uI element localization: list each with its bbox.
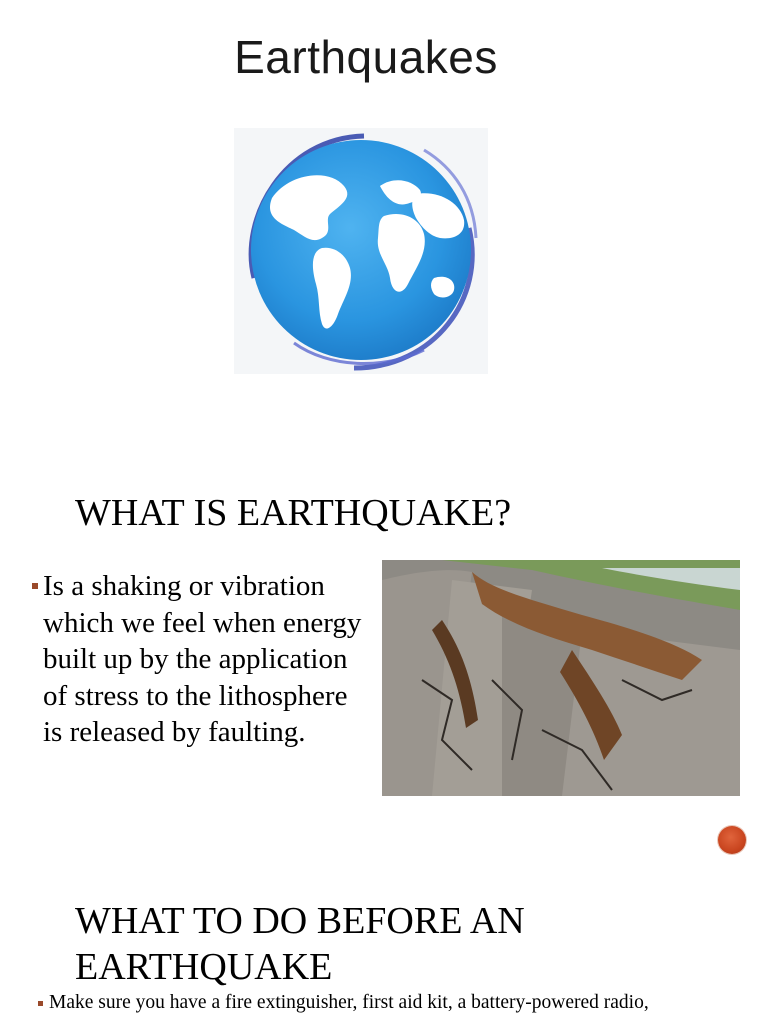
bullet-text: Make sure you have a fire extinguisher, first aid kit, a battery-powered radio, xyxy=(49,992,649,1013)
slide-nav-dot-icon[interactable] xyxy=(718,826,746,854)
bullet-item xyxy=(38,992,758,1014)
globe-icon xyxy=(234,128,488,374)
slide-earthquakes-title xyxy=(0,0,768,440)
slide-what-is-earthquake xyxy=(0,450,768,880)
bullet-item xyxy=(32,568,367,751)
bullet-text: Is a shaking or vibration which we feel when energy built up by the application of stress to the lithosphere is released by faulting. xyxy=(43,570,362,748)
cracked-road-image xyxy=(382,560,740,796)
bullet-marker-icon xyxy=(32,583,38,589)
bullet-marker-icon xyxy=(38,1001,43,1006)
slide-title: WHAT TO DO BEFORE AN EARTHQUAKE xyxy=(75,900,525,988)
slide-title: Earthquakes xyxy=(234,31,498,83)
slide-before-earthquake xyxy=(0,880,768,1024)
globe-image xyxy=(234,128,488,374)
slide-title: WHAT IS EARTHQUAKE? xyxy=(75,492,512,534)
